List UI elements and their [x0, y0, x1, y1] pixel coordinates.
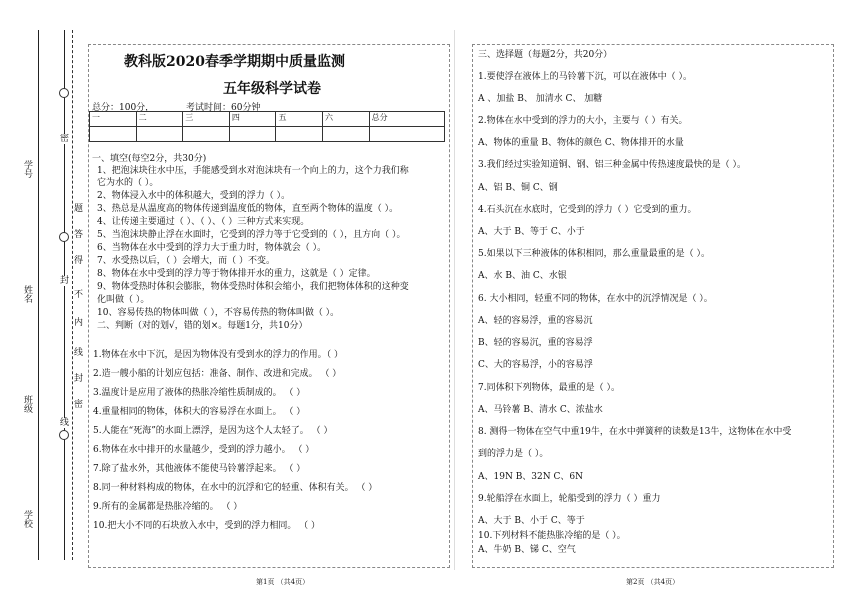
choice-q3: 3.我们经过实验知道铜、钢、铝三种金属中传热速度最快的是（ ）。	[478, 160, 746, 170]
choice-q3-options: A、铝 B、铜 C、钢	[478, 183, 558, 193]
score-header-total: 总分	[369, 112, 444, 127]
score-header-3: 三	[183, 112, 230, 127]
choice-q10: 10.下列材料不能热胀冷缩的是（ ）。	[478, 531, 626, 541]
score-header-2: 二	[136, 112, 183, 127]
section-2-heading: 二、判断（对的划√，错的划×。每题1分，共10分）	[97, 321, 308, 331]
choice-q9-options: A、大于 B、小于 C、等于	[478, 516, 585, 526]
judge-q2: 2.造一艘小船的计划应包括：准备、制作、改进和完成。 （ ）	[93, 369, 342, 379]
fill-q8: 8、物体在水中受到的浮力等于物体排开水的重力，这就是（ ）定律。	[97, 269, 376, 279]
judge-q10: 10.把大小不同的石块放入水中，受到的浮力相同。 （ ）	[93, 521, 321, 531]
binding-dashed-line	[72, 30, 73, 560]
choice-q6: 6. 大小相同，轻重不同的物体，在水中的沉浮情况是（ ）。	[478, 294, 713, 304]
judge-q7: 7.除了盐水外，其他液体不能使马铃薯浮起来。 （ ）	[93, 464, 306, 474]
choice-q8-options: A、19N B、32N C、6N	[478, 472, 583, 482]
fill-q7: 7、水受热以后，（ ）会增大，而（ ）不变。	[97, 256, 275, 266]
class-label: 班级	[22, 395, 32, 413]
choice-q6-option-c: C、大的容易浮，小的容易浮	[478, 360, 593, 370]
score-cell-1[interactable]	[90, 127, 137, 142]
choice-q2-options: A、物体的重量 B、物体的颜色 C、物体排开的水量	[478, 138, 684, 148]
score-cell-5[interactable]	[276, 127, 323, 142]
judge-q3: 3.温度计是应用了液体的热胀冷缩性质制成的。 （ ）	[93, 388, 306, 398]
score-header-4: 四	[229, 112, 276, 127]
choice-q7: 7.同体积下列物体，最重的是（ ）。	[478, 383, 620, 393]
choice-q5: 5.如果以下三种液体的体积相同，那么重量最重的是（ ）。	[478, 249, 710, 259]
fill-q4: 4、让传递主要通过（ ）、（ ）、（ ）三种方式来实现。	[97, 217, 310, 227]
judge-q6: 6.物体在水中排开的水量越少，受到的浮力越小。 （ ）	[93, 445, 315, 455]
fill-q10: 10、容易传热的物体叫做（ ），不容易传热的物体叫做（ ）。	[97, 308, 340, 318]
choice-q7-options: A、马铃薯 B、清水 C、浓盐水	[478, 405, 603, 415]
choice-q1-options: A 、加盐 B、 加清水 C、 加糖	[478, 94, 603, 104]
choice-q5-options: A、水 B、油 C、水银	[478, 271, 567, 281]
seal-word-mi: 密	[60, 134, 70, 144]
score-header-6: 六	[323, 112, 370, 127]
judge-q1: 1.物体在水中下沉，是因为物体没有受到水的浮力的作用。（ ）	[93, 350, 343, 360]
binding-strip	[0, 0, 90, 608]
score-cell-total[interactable]	[369, 127, 444, 142]
choice-q6-option-b: B、轻的容易沉，重的容易浮	[478, 338, 593, 348]
score-header-5: 五	[276, 112, 323, 127]
exam-time-label: 考试时间：60分钟	[186, 103, 261, 113]
name-label: 姓名	[22, 285, 32, 303]
binding-hole-1	[59, 88, 69, 98]
choice-q4: 4.石头沉在水底时，它受到的浮力（ ）它受到的重力。	[478, 205, 697, 215]
choice-q6-option-a: A、轻的容易浮，重的容易沉	[478, 316, 593, 326]
seal-char-xian: 线	[74, 348, 84, 358]
page-1-footer: 第1页 （共4页）	[256, 578, 310, 586]
binding-line-inner	[64, 30, 65, 560]
binding-hole-2	[59, 232, 69, 242]
choice-q10-options: A、牛奶 B、锑 C、空气	[478, 545, 576, 555]
choice-q4-options: A、大于 B、等于 C、小于	[478, 227, 585, 237]
fill-q1-line1: 1、把泡沫块往水中压，手能感受到水对泡沫块有一个向上的力，这个力我们称	[97, 166, 409, 176]
fill-q5: 5、当泡沫块静止浮在水面时，它受到的浮力等于它受到的（ ），且方向（ ）。	[97, 230, 406, 240]
score-cell-3[interactable]	[183, 127, 230, 142]
seal-char-de: 得	[74, 256, 84, 266]
judge-q9: 9.所有的金属都是热胀冷缩的。 （ ）	[93, 502, 243, 512]
school-label: 学校	[22, 510, 32, 528]
score-header-1: 一	[90, 112, 137, 127]
page-divider	[454, 30, 455, 570]
exam-title: 教科版2020春季学期期中质量监测	[124, 54, 345, 70]
section-1-heading: 一、填空(每空2分，共30分)	[92, 154, 207, 164]
seal-char-mi: 密	[74, 400, 84, 410]
choice-q8-line1: 8. 测得一物体在空气中重19牛，在水中弹簧秤的读数是13牛，这物体在水中受	[478, 427, 792, 437]
total-score-label: 总分：100分，	[92, 103, 155, 113]
fill-q9-line2: 化叫做（ ）。	[97, 295, 150, 305]
seal-char-bu: 不	[74, 290, 84, 300]
fill-q1-line2: 它为水的（ ）。	[97, 178, 159, 188]
judge-q8: 8.同一种材料构成的物体，在水中的沉浮和它的轻重、体积有关。 （ ）	[93, 483, 378, 493]
seal-char-feng: 封	[74, 374, 84, 384]
choice-q9: 9.轮船浮在水面上，轮船受到的浮力（ ）重力	[478, 494, 661, 504]
score-cell-6[interactable]	[323, 127, 370, 142]
fill-q2: 2、物体浸入水中的体积越大，受到的浮力（ ）。	[97, 191, 291, 201]
fill-q3: 3、热总是从温度高的物体传递到温度低的物体，直至两个物体的温度（ ）。	[97, 204, 399, 214]
judge-q5: 5.人能在“死海”的水面上漂浮，是因为这个人太轻了。 （ ）	[93, 426, 333, 436]
seal-char-nei: 内	[74, 318, 84, 328]
judge-q4: 4.重量相同的物体，体积大的容易浮在水面上。 （ ）	[93, 407, 306, 417]
fill-q6: 6、当物体在水中受到的浮力大于重力时，物体就会（ ）。	[97, 243, 327, 253]
student-id-label: 学号	[22, 160, 32, 178]
section-3-heading: 三、选择题（每题2分，共20分）	[478, 50, 613, 60]
binding-line-outer	[38, 30, 39, 560]
score-cell-4[interactable]	[229, 127, 276, 142]
seal-char-da: 答	[74, 230, 84, 240]
exam-subtitle: 五年级科学试卷	[223, 81, 321, 97]
binding-hole-3	[59, 430, 69, 440]
score-cell-2[interactable]	[136, 127, 183, 142]
choice-q8-line2: 到的浮力是（ ）。	[478, 449, 549, 459]
fill-q9-line1: 9、物体受热时体积会膨胀，物体受热时体积会缩小，我们把物体体积的这种变	[97, 282, 409, 292]
score-table	[89, 111, 445, 142]
page-2-footer: 第2页 （共4页）	[626, 578, 680, 586]
seal-word-xian: 线	[60, 418, 70, 428]
seal-char-ti: 题	[74, 204, 84, 214]
choice-q1: 1.要使浮在液体上的马铃薯下沉，可以在液体中（ ）。	[478, 72, 692, 82]
seal-word-feng: 封	[60, 276, 70, 286]
choice-q2: 2.物体在水中受到的浮力的大小，主要与（ ）有关。	[478, 116, 688, 126]
